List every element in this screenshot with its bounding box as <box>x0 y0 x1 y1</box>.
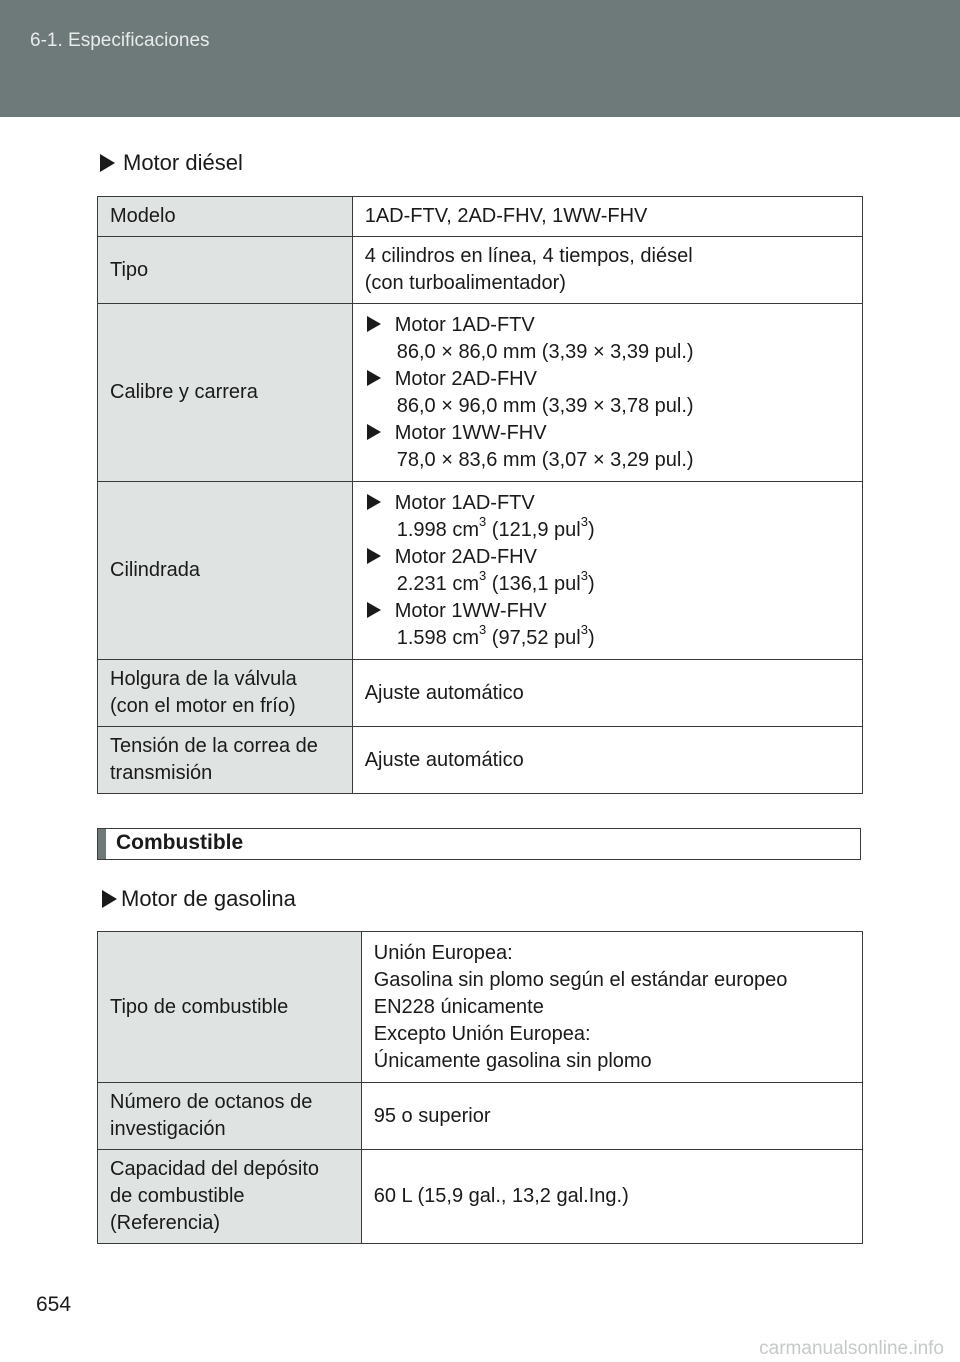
row-label <box>98 727 353 794</box>
superscript: 3 <box>580 621 588 637</box>
row-label: Calibre y carrera <box>98 304 353 482</box>
list-item <box>367 544 850 598</box>
engine-name: Motor 1WW-FHV <box>394 599 547 622</box>
triangle-bullet-icon <box>367 548 381 564</box>
row-label: Cilindrada <box>98 482 353 660</box>
table-row <box>98 197 863 237</box>
triangle-bullet-icon <box>100 154 115 172</box>
row-label: Tipo de combustible <box>98 932 362 1083</box>
list-item <box>367 366 850 420</box>
fuel-section-title: Combustible <box>116 831 244 854</box>
label-line: (con el motor en frío) <box>110 695 296 717</box>
value-line: Excepto Unión Europea: <box>373 1022 591 1045</box>
triangle-bullet-icon <box>367 602 381 618</box>
diesel-heading <box>100 150 243 176</box>
superscript: 3 <box>580 567 588 583</box>
paren: ) <box>587 572 595 595</box>
row-value: 1AD-FTV, 2AD-FHV, 1WW-FHV <box>352 197 862 237</box>
displacement-pul: (97,52 pul <box>491 626 581 649</box>
label-line: Tensión de la correa de <box>110 735 318 757</box>
superscript: 3 <box>580 513 588 529</box>
list-item <box>367 312 850 366</box>
engine-name: Motor 1AD-FTV <box>394 313 535 336</box>
engine-value <box>367 513 850 544</box>
engine-value: 86,0 × 96,0 mm (3,39 × 3,78 pul.) <box>396 394 694 417</box>
engine-name: Motor 1AD-FTV <box>394 491 535 514</box>
label-line: de combustible <box>110 1185 245 1207</box>
displacement-cm: 2.231 cm <box>396 572 479 595</box>
displacement-pul: (121,9 pul <box>491 518 581 541</box>
triangle-bullet-icon <box>367 370 381 386</box>
paren: ) <box>587 518 595 541</box>
row-label <box>98 1083 362 1150</box>
row-value <box>361 932 862 1083</box>
diesel-heading-text: Motor diésel <box>123 150 243 175</box>
triangle-bullet-icon <box>367 424 381 440</box>
engine-name: Motor 2AD-FHV <box>394 367 537 390</box>
row-value <box>352 237 862 304</box>
row-value: 95 o superior <box>361 1083 862 1150</box>
engine-value <box>367 567 850 598</box>
row-label <box>98 1150 362 1244</box>
engine-value: 78,0 × 83,6 mm (3,07 × 3,29 pul.) <box>396 448 694 471</box>
engine-name: Motor 1WW-FHV <box>394 421 547 444</box>
row-value <box>352 304 862 482</box>
table-row <box>98 1150 863 1244</box>
paren: ) <box>587 626 595 649</box>
table-row <box>98 660 863 727</box>
engine-name: Motor 2AD-FHV <box>394 545 537 568</box>
section-accent <box>98 829 106 859</box>
superscript: 3 <box>478 567 487 583</box>
row-label: Tipo <box>98 237 353 304</box>
triangle-bullet-icon <box>367 316 381 332</box>
row-label: Modelo <box>98 197 353 237</box>
gasoline-spec-table <box>97 931 863 1244</box>
label-line: investigación <box>110 1118 226 1140</box>
section-title: 6-1. Especificaciones <box>30 30 210 51</box>
value-line: (con turboalimentador) <box>364 272 566 294</box>
engine-value <box>367 621 850 652</box>
triangle-bullet-icon <box>367 494 381 510</box>
list-item <box>367 490 850 544</box>
label-line: transmisión <box>110 762 213 784</box>
row-label <box>98 660 353 727</box>
value-line: Unión Europea: <box>373 941 513 964</box>
row-value: 60 L (15,9 gal., 13,2 gal.Ing.) <box>361 1150 862 1244</box>
superscript: 3 <box>478 513 487 529</box>
table-row <box>98 1083 863 1150</box>
value-line: Gasolina sin plomo según el estándar europeo <box>373 968 788 991</box>
label-line: Capacidad del depósito <box>110 1158 320 1180</box>
engine-value: 86,0 × 86,0 mm (3,39 × 3,39 pul.) <box>396 340 694 363</box>
value-line: EN228 únicamente <box>373 995 544 1018</box>
label-line: Número de octanos de <box>110 1091 313 1113</box>
value-line: 4 cilindros en línea, 4 tiempos, diésel <box>364 245 693 267</box>
triangle-bullet-icon <box>102 890 117 908</box>
row-value: Ajuste automático <box>352 727 862 794</box>
page-number: 654 <box>36 1293 72 1316</box>
table-row <box>98 304 863 482</box>
superscript: 3 <box>478 621 487 637</box>
list-item <box>367 420 850 474</box>
displacement-cm: 1.598 cm <box>396 626 479 649</box>
label-line: Holgura de la válvula <box>110 668 297 690</box>
list-item <box>367 598 850 652</box>
gasoline-heading-text: Motor de gasolina <box>121 886 296 911</box>
diesel-spec-table <box>97 196 863 794</box>
watermark: carmanualsonline.info <box>759 1338 944 1359</box>
gasoline-heading <box>102 886 296 912</box>
table-row <box>98 932 863 1083</box>
label-line: (Referencia) <box>110 1212 221 1234</box>
table-row <box>98 237 863 304</box>
row-value <box>352 482 862 660</box>
row-value: Ajuste automático <box>352 660 862 727</box>
table-row <box>98 482 863 660</box>
displacement-pul: (136,1 pul <box>491 572 581 595</box>
table-row <box>98 727 863 794</box>
displacement-cm: 1.998 cm <box>396 518 479 541</box>
fuel-section-bar <box>97 828 861 860</box>
page-header <box>0 0 960 117</box>
value-line: Únicamente gasolina sin plomo <box>373 1049 652 1072</box>
